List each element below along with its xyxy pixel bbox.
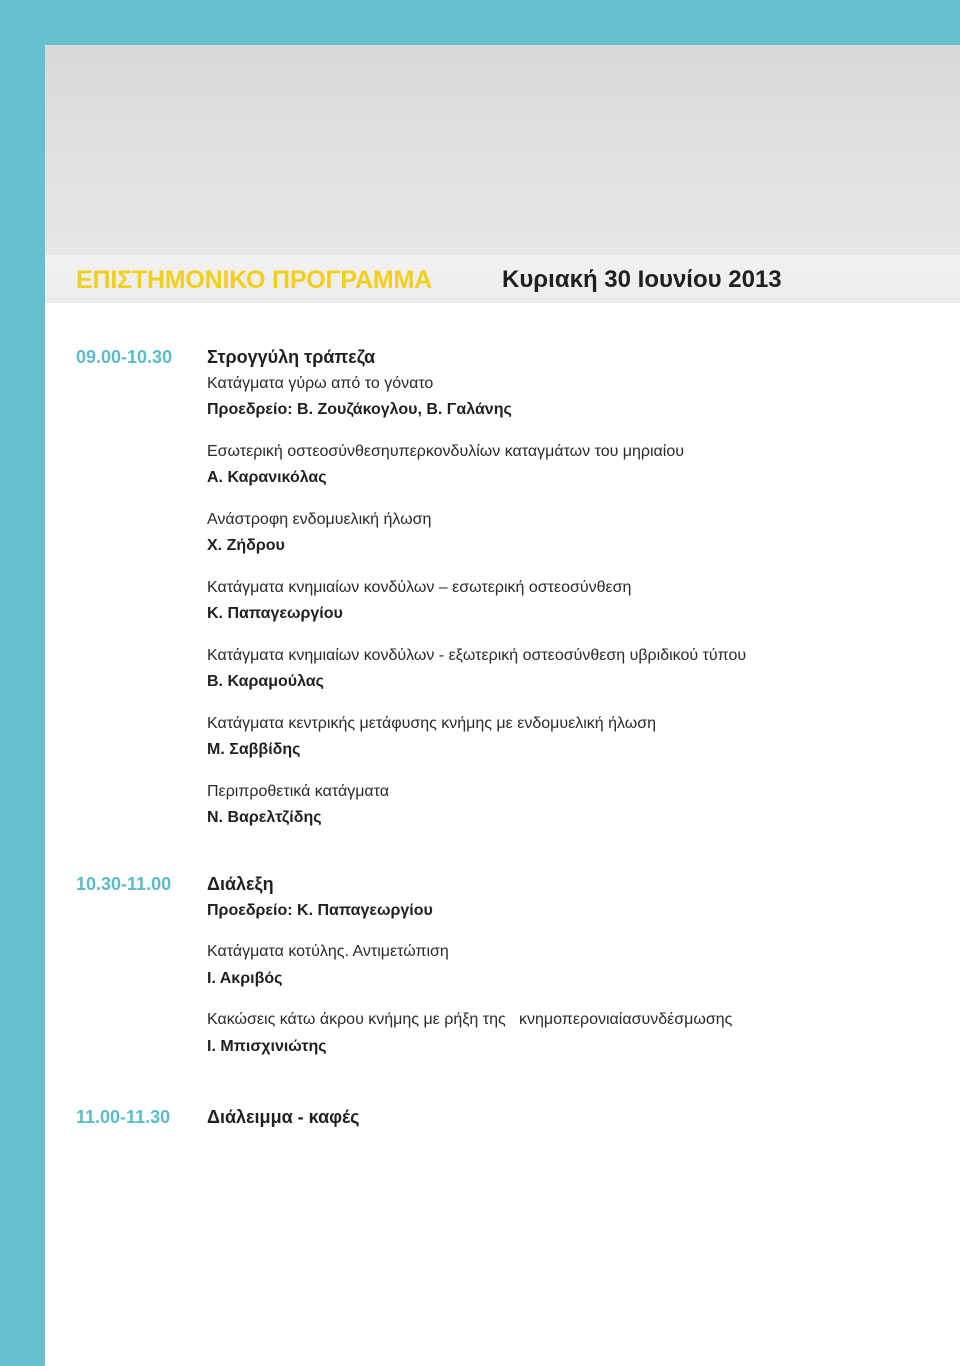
talk-item <box>207 711 936 764</box>
talk-item <box>207 1007 936 1060</box>
talk-title: Περιπροθετικά κατάγματα <box>207 782 389 800</box>
session-chair: Προεδρείο: Κ. Παπαγεωργίου <box>207 901 433 919</box>
talk-title: Κακώσεις κάτω άκρου κνήμης με ρήξη της κνημοπερονιαίασυνδέσμωσης <box>207 1011 733 1028</box>
talk-speaker: Ι. Ακριβός <box>207 969 283 987</box>
session-content <box>207 871 936 1060</box>
session-time: 10.30-11.00 <box>76 874 172 894</box>
talk-title: Κατάγματα κνημιαίων κονδύλων – εσωτερική οστεοσύνθεση <box>207 578 632 596</box>
session-content <box>207 1104 936 1131</box>
session-chair: Προεδρείο: Β. Ζουζάκογλου, Β. Γαλάνης <box>207 401 512 418</box>
program-date: Κυριακή 30 Ιουνίου 2013 <box>502 266 782 293</box>
talk-item <box>207 779 936 832</box>
session-time: 11.00-11.30 <box>76 1107 171 1127</box>
talk-title: Κατάγματα κνημιαίων κονδύλων - εξωτερική οστεοσύνθεση υβριδικού τύπου <box>207 646 747 664</box>
talk-speaker: Α. Καρανικόλας <box>207 469 327 486</box>
talk-speaker: Κ. Παπαγεωργίου <box>207 605 343 622</box>
session-title: Διάλεξη <box>207 874 274 894</box>
session-round-table <box>76 344 936 832</box>
session-content <box>207 344 936 832</box>
session-lecture <box>76 871 936 1060</box>
top-frame-bar <box>0 0 960 45</box>
talk-item <box>207 575 936 628</box>
talk-speaker: Μ. Σαββίδης <box>207 741 301 758</box>
header-image-area <box>45 45 960 255</box>
talk-speaker: Ι. Μπισχινιώτης <box>207 1037 327 1055</box>
talk-title: Ανάστροφη ενδομυελική ήλωση <box>207 510 432 528</box>
talk-title: Κατάγματα κεντρικής μετάφυσης κνήμης με ενδομυελική ήλωση <box>207 714 657 732</box>
talk-title: Εσωτερική οστεοσύνθεσηυπερκονδυλίων καταγμάτων του μηριαίου <box>207 442 685 460</box>
talk-speaker: Χ. Ζήδρου <box>207 537 285 554</box>
talk-item <box>207 643 936 696</box>
talk-item <box>207 507 936 560</box>
session-coffee-break <box>76 1104 936 1131</box>
session-title: Διάλειμμα - καφές <box>207 1107 360 1127</box>
talk-item <box>207 439 936 492</box>
talk-item <box>207 939 936 992</box>
program-title: ΕΠΙΣΤΗΜΟΝΙΚΟ ΠΡΟΓΡΑΜΜΑ <box>76 266 432 294</box>
talk-speaker: Β. Καραμούλας <box>207 673 324 690</box>
talk-speaker: Ν. Βαρελτζίδης <box>207 809 322 826</box>
left-frame-bar <box>0 0 45 1366</box>
session-subtitle: Κατάγματα γύρω από το γόνατο <box>207 374 434 392</box>
talk-title: Κατάγματα κοτύλης. Αντιμετώπιση <box>207 943 449 960</box>
session-title: Στρογγύλη τράπεζα <box>207 347 376 367</box>
session-time: 09.00-10.30 <box>76 347 173 367</box>
